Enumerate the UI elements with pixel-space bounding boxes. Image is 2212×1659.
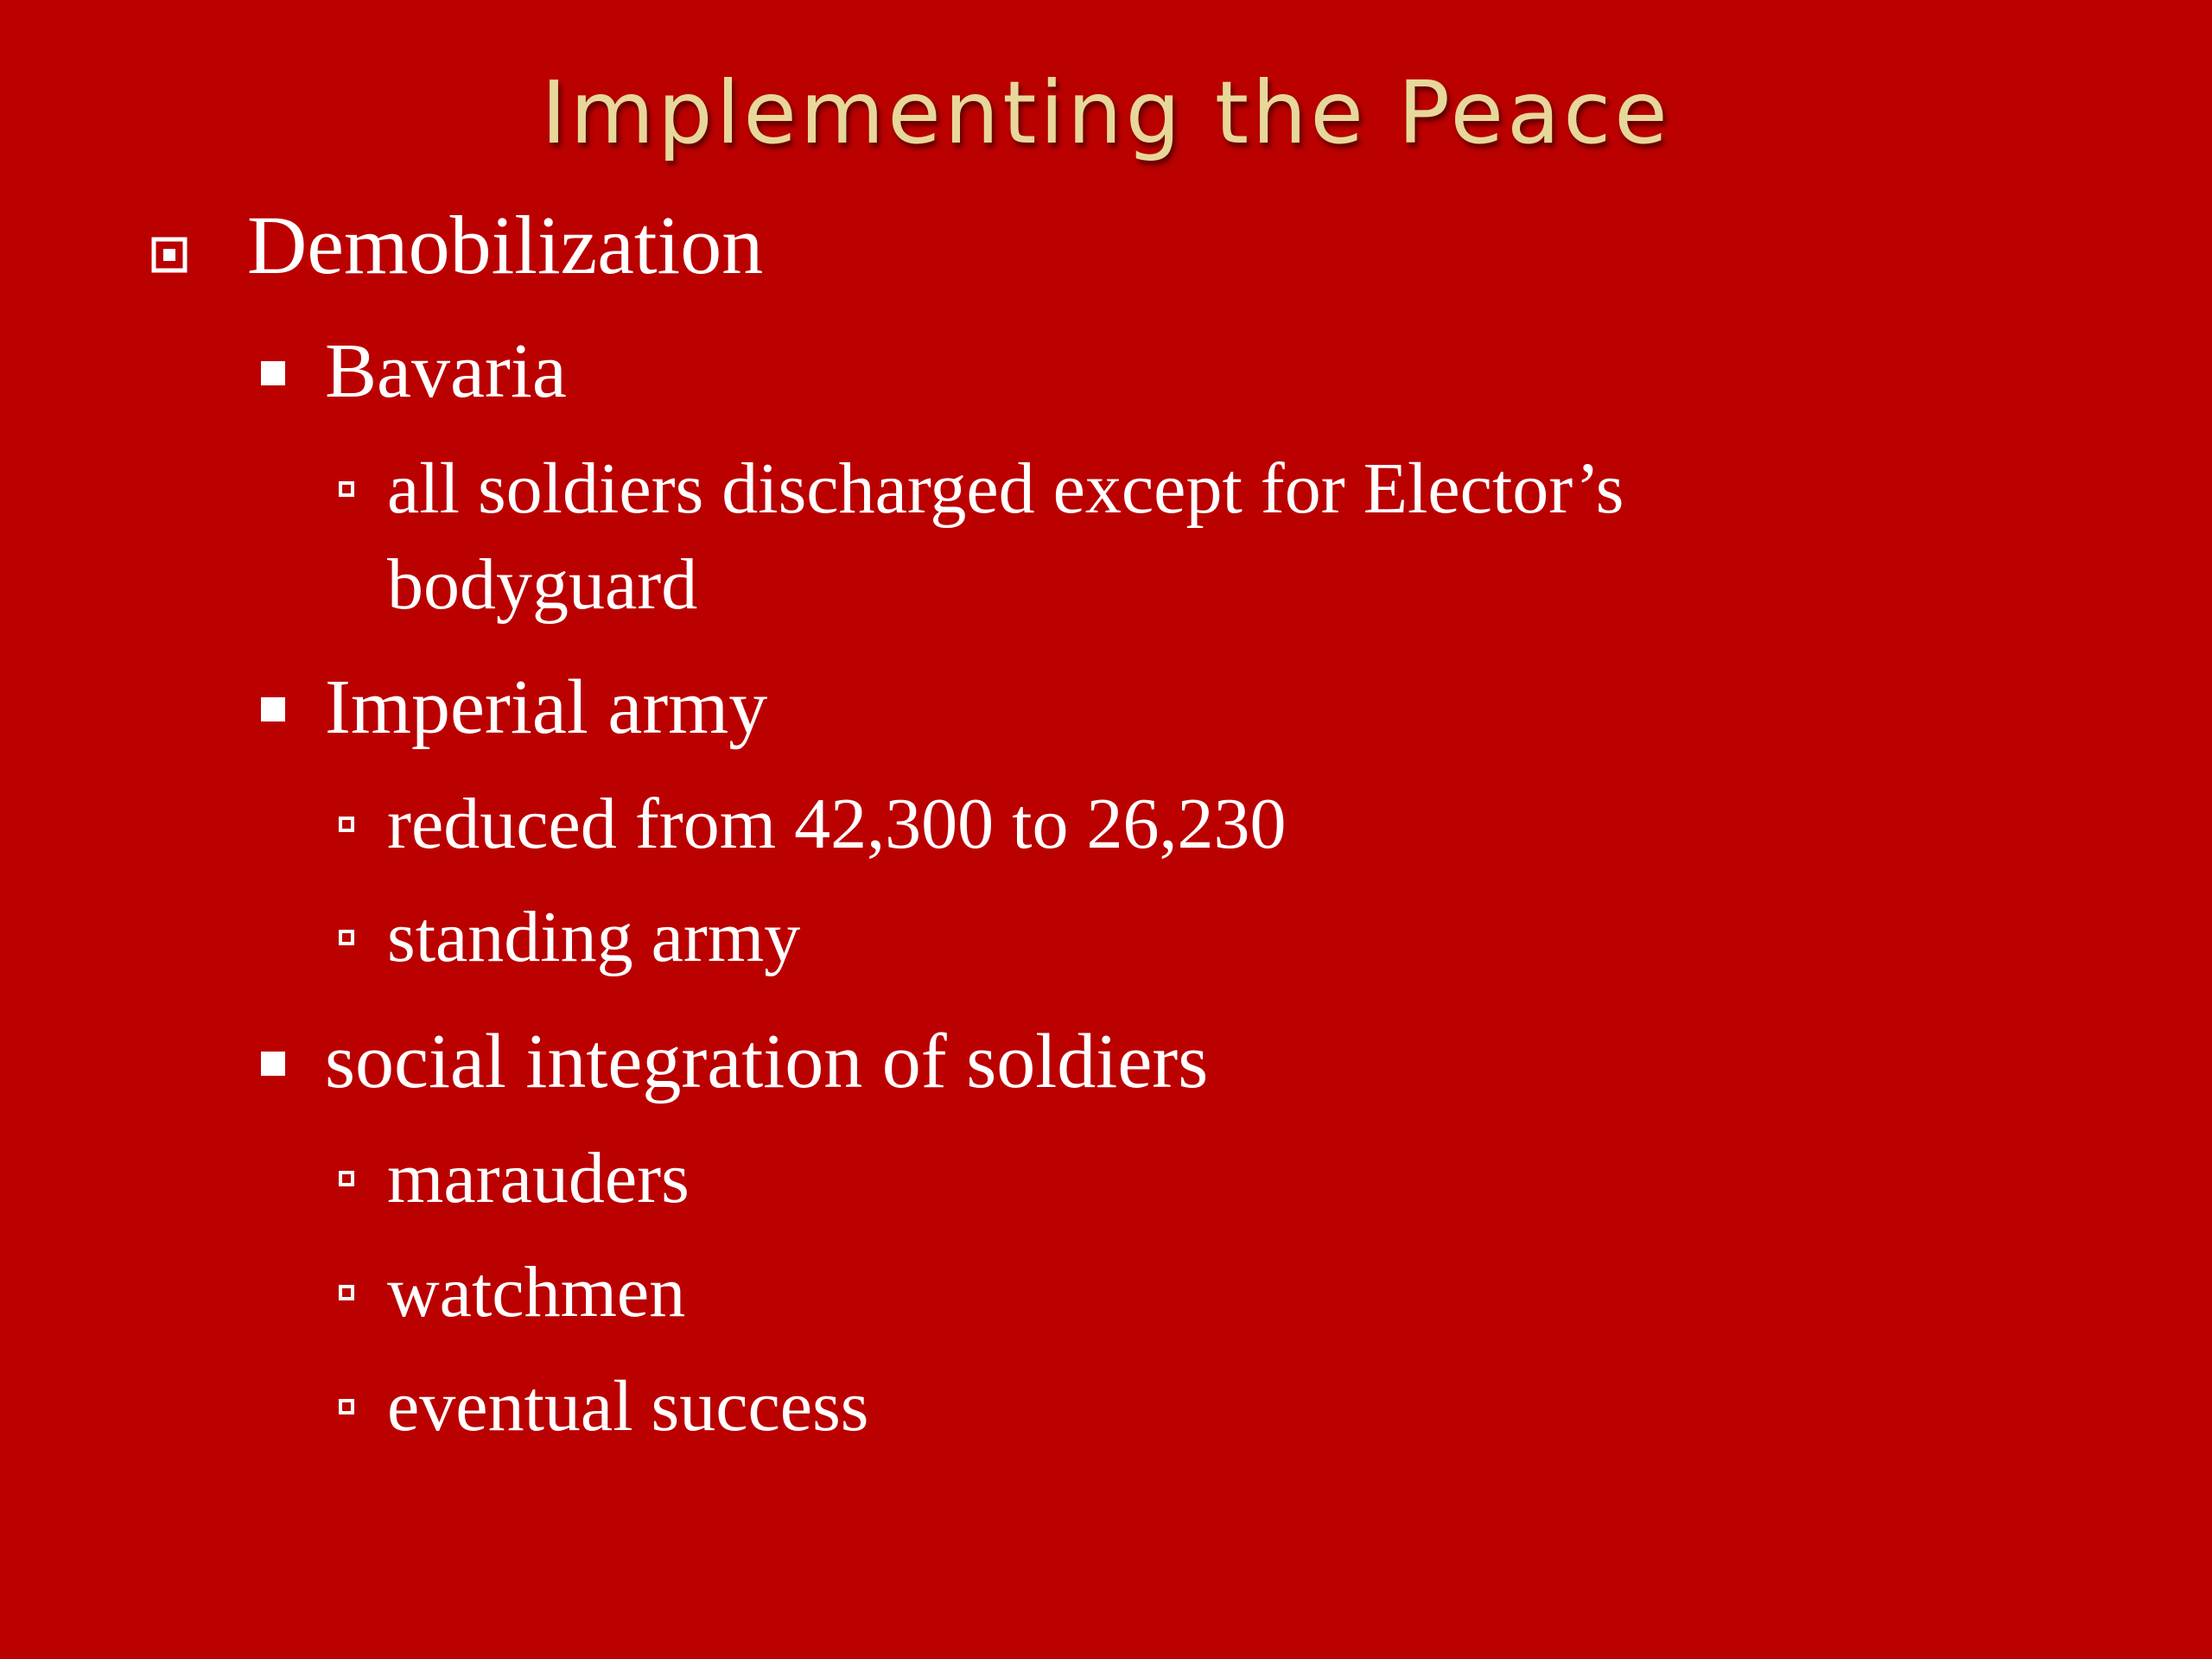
filled-square-bullet-icon bbox=[261, 697, 285, 721]
outline-item-social-integration: social integration of soldiers bbox=[325, 1019, 1209, 1104]
outline-subitem-discharge: all soldiers discharged except for Elector’s bbox=[387, 448, 1624, 529]
outline-subitem-discharge-continued: bodyguard bbox=[387, 544, 698, 625]
outline-item-imperial-army: Imperial army bbox=[325, 664, 768, 750]
outline-subitem-marauders: marauders bbox=[387, 1138, 690, 1218]
outline-subitem-eventual-success: eventual success bbox=[387, 1366, 869, 1446]
outline-item-bavaria: Bavaria bbox=[325, 328, 567, 414]
outline-subitem-reduced: reduced from 42,300 to 26,230 bbox=[387, 784, 1287, 864]
outline-subitem-standing-army: standing army bbox=[387, 897, 801, 977]
hollow-square-bullet-icon bbox=[339, 930, 354, 945]
boxed-square-bullet-icon bbox=[150, 236, 188, 274]
hollow-square-bullet-icon bbox=[339, 481, 354, 497]
hollow-square-bullet-icon bbox=[339, 1399, 354, 1414]
filled-square-bullet-icon bbox=[261, 1052, 285, 1076]
outline-item-demobilization: Demobilization bbox=[247, 199, 764, 291]
filled-square-bullet-icon bbox=[261, 361, 285, 385]
slide-title: Implementing the Peace bbox=[541, 62, 1671, 163]
hollow-square-bullet-icon bbox=[339, 1171, 354, 1186]
outline-subitem-watchmen: watchmen bbox=[387, 1252, 686, 1332]
hollow-square-bullet-icon bbox=[339, 817, 354, 832]
hollow-square-bullet-icon bbox=[339, 1285, 354, 1300]
